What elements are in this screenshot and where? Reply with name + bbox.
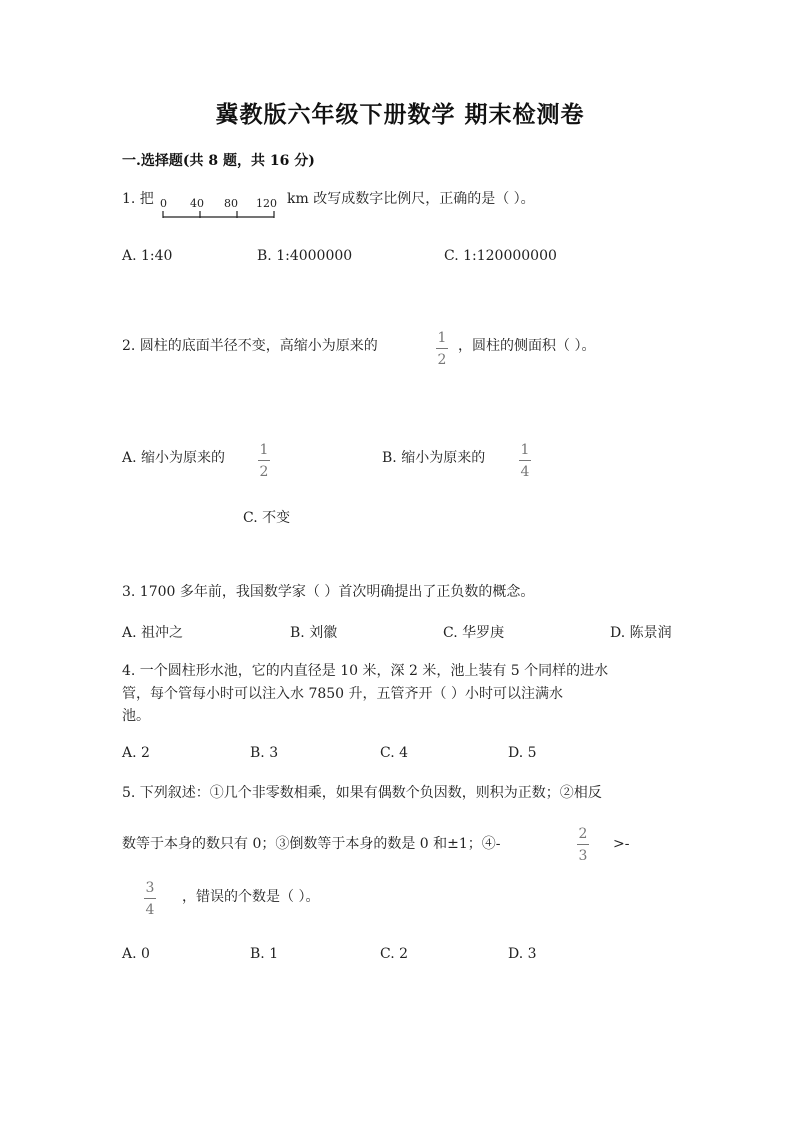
scale-tick-label: 80 [224,197,238,210]
fraction-bar [577,844,589,845]
q4-option-c: C. 4 [380,745,409,761]
q4-line-2: 管，每个管每小时可以注入水 7850 升，五管齐开（ ）小时可以注满水 [122,686,563,702]
fraction-bar [519,460,531,461]
q2-option-b: B. 缩小为原来的 [382,450,486,466]
q2-option-c: C. 不变 [243,510,291,526]
scale-bar-graphic [160,194,280,224]
section-heading: 一.选择题(共 8 题，共 16 分) [122,153,315,169]
scale-tick-label: 120 [256,197,277,210]
fraction-numerator: 2 [578,826,588,842]
q1-option-c: C. 1:120000000 [444,248,557,264]
q2-option-a-fraction [258,442,270,480]
fraction-denominator: 4 [520,464,530,480]
fraction-denominator: 2 [437,352,447,368]
q5-option-a: A. 0 [122,946,150,962]
fraction-numerator: 1 [259,442,269,458]
q5-comparison: >- [613,836,630,852]
q2-option-b-fraction [519,442,531,480]
q2-fraction [436,330,448,368]
q1-suffix: km 改写成数字比例尺，正确的是（ ）。 [287,191,535,207]
q3-option-d: D. 陈景润 [610,625,672,641]
fraction-numerator: 3 [145,880,155,896]
q4-option-a: A. 2 [122,745,150,761]
fraction-denominator: 3 [578,848,588,864]
q1-option-a: A. 1:40 [122,248,173,264]
q1-option-b: B. 1:4000000 [257,248,353,264]
fraction-numerator: 1 [520,442,530,458]
fraction-bar [258,460,270,461]
fraction-denominator: 2 [259,464,269,480]
q5-option-c: C. 2 [380,946,409,962]
q5-line-2: 数等于本身的数只有 0；③倒数等于本身的数是 0 和±1；④- [122,836,501,852]
fraction-numerator: 1 [437,330,447,346]
q5-line-3: ，错误的个数是（ ）。 [182,889,320,905]
line-scale [160,194,280,224]
q2-text-a: 2. 圆柱的底面半径不变，高缩小为原来的 [122,338,378,354]
fraction-bar [144,898,156,899]
q4-line-1: 4. 一个圆柱形水池，它的内直径是 10 米，深 2 米，池上装有 5 个同样的进水 [122,663,609,679]
q2-text-b: ，圆柱的侧面积（ ）。 [458,338,596,354]
q3-option-a: A. 祖冲之 [122,625,184,641]
page-title: 冀教版六年级下册数学 期末检测卷 [215,101,585,128]
scale-tick-label: 0 [160,197,167,210]
q4-option-d: D. 5 [508,745,537,761]
q2-option-a: A. 缩小为原来的 [122,450,226,466]
scale-tick-label: 40 [190,197,204,210]
q4-line-3: 池。 [122,708,150,724]
q4-option-b: B. 3 [250,745,279,761]
q3-option-b: B. 刘徽 [290,625,338,641]
q3-option-c: C. 华罗庚 [443,625,505,641]
q5-option-b: B. 1 [250,946,279,962]
q5-fraction-1 [577,826,589,864]
q5-line-1: 5. 下列叙述：①几个非零数相乘，如果有偶数个负因数，则积为正数；②相反 [122,785,602,801]
q3-text: 3. 1700 多年前，我国数学家（ ）首次明确提出了正负数的概念。 [122,584,535,600]
q1-prefix: 1. 把 [122,191,154,207]
fraction-bar [436,348,448,349]
q5-option-d: D. 3 [508,946,537,962]
q5-fraction-2 [144,880,156,918]
fraction-denominator: 4 [145,902,155,918]
